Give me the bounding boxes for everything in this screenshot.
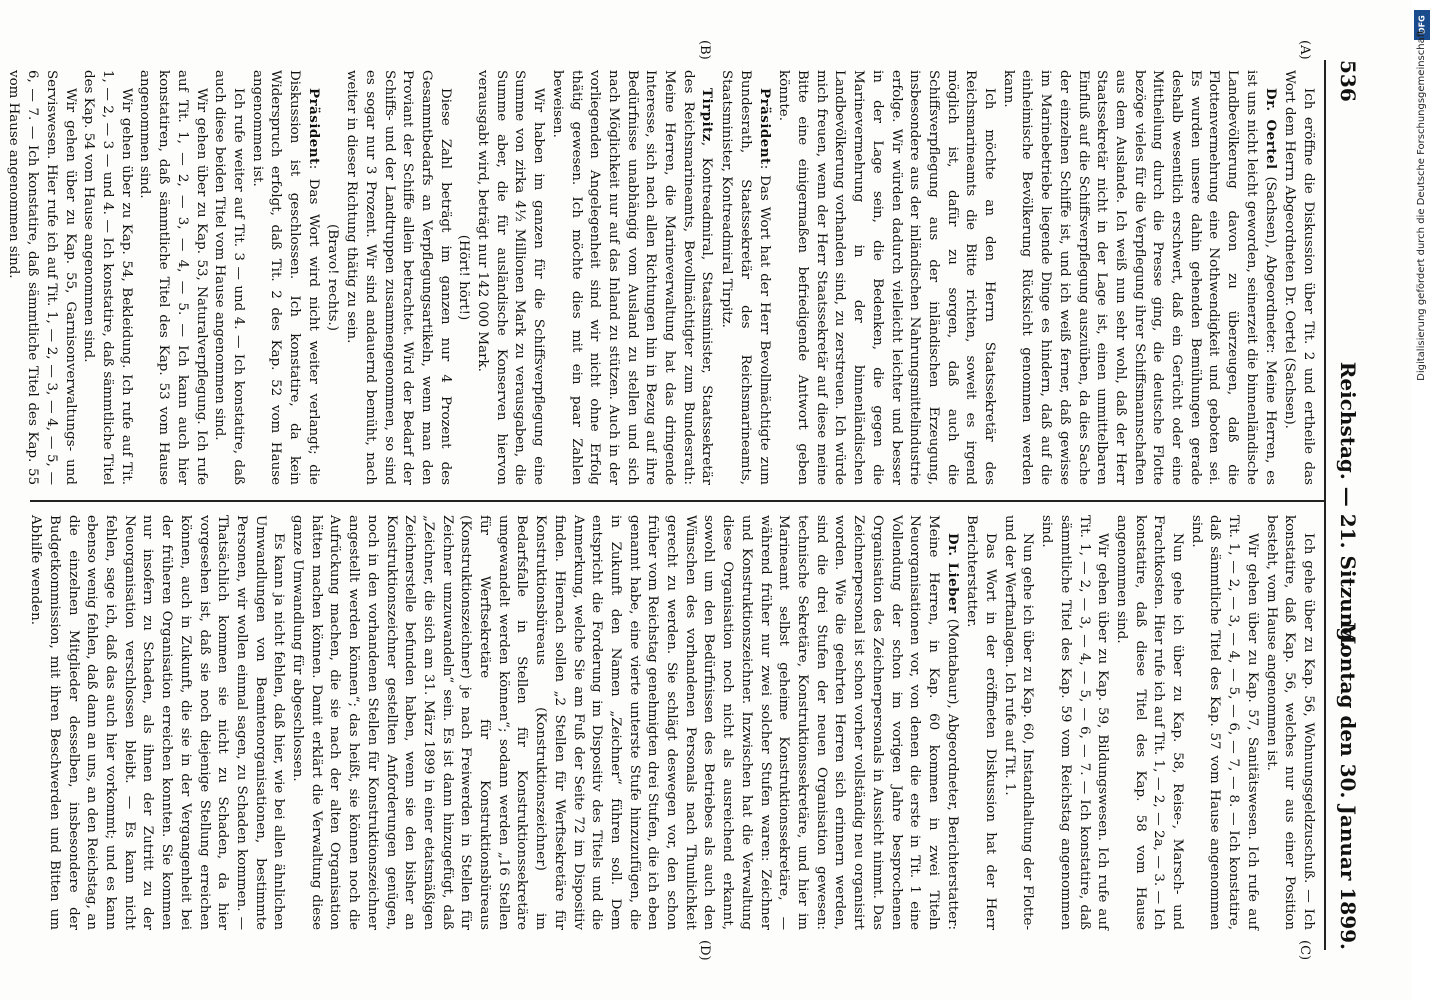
paragraph: Ich eröffne die Diskussion über Tit. 2 und ertheile das Wort dem Herrn Abgeordneten Dr. Oertel (Sachsen). <box>1282 70 1316 485</box>
paragraph: Nun gehe ich über zu Kap. 60, Instandhaltung der Flotte- und der Werftanlagen. Ich rufe auf Tit. 1. <box>1001 515 1036 930</box>
paragraph: Wir haben im ganzen für die Schiffsverpflegung eine Summe von zirka 4½ Millionen Mark zu verausgaben, die Summe aber, die für ausländische Konserven hiervon verausgabt wird, beträgt nur 142 000 Mark. <box>475 70 547 485</box>
session-date: Montag den 30. Januar 1899. <box>1336 622 1360 950</box>
margin-marker-b: (B) <box>697 40 712 60</box>
digitization-credit <box>1412 10 1434 990</box>
header-rule <box>1324 60 1326 950</box>
paragraph: Dr. Lieber (Montabaur), Abgeordneter, Berichterstatter: Meine Herren, in Kap. 60 kommen in zwei Titeln Neuorganisationen vor, von denen die erste in Tit. 1 eine Vollendung der schon im vorigen Jahre besprochenen Organisation des Zeichnerpersonals in Aussicht nimmt. Das Zeichnerpersonal ist schon vorher vollständig neu organisirt worden. Wie die geehrten Herren sich erinnern werden, sind die drei Stufen der neuen Organisation gewesen: technische Sekretäre, Konstruktionssekretäre, und hier im Marineamt selbst geheime Konstruktionssekretäre, — während früher nur zwei solcher Stufen waren: Zeichner und Konstruktionszeichner. Inzwischen hat die Verwaltung diese Organisation noch nicht als ausreichend erkannt, sowohl um den Bedürfnissen des Betriebes als auch den Wünschen des vorhandenen Personals nach Thunlichkeit gerecht zu werden. Sie schlägt deswegen vor, den schon früher vom Reichstag genehmigten drei Stufen, die ich eben genannt habe, eine vierte unterste Stufe hinzuzufügen, die in Zukunft den Namen „Zeichner“ führen soll. Dem entspricht die Forderung im Dispositiv des Titels und die Anmerkung, welche Sie am Fuß der Seite 72 im Dispositiv finden. Hiernach sollen „2 Stellen für Werftsekretäre für Konstruktionsbüreaus (Konstruktionszeichner) im Bedarfsfalle in Stellen für Konstruktionssekretäre umgewandelt werden können“; sodann werden „16 Stellen für Werftsekretäre für Konstruktionsbüreaus (Konstruktionszeichner) je nach Freiwerden in Stellen für Zeichner umzuwandeln“ sein. Es ist dann hinzugefügt, daß „Zeichner, die sich am 31. März 1899 in einer etatsmäßigen Zeichnerstelle befunden haben, wenn sie den bisher an Konstruktionszeichner gestellten Anforderungen genügen, noch in den vorhandenen Stellen für Konstruktionszeichner angestellt werden können“; das heißt, sie können noch die Aufrückung machen, die sie nach der alten Organisation hätten machen können. Damit erklärt die Verwaltung diese ganze Umwandlung für abgeschlossen. <box>290 515 961 930</box>
page-number: 536 <box>1336 60 1360 102</box>
interjection: (Bravo! rechts.) <box>325 224 341 331</box>
paragraph: Nun gehe ich über zu Kap. 58, Reise-, Marsch- und Frachtkosten. Hier rufe ich auf Tit. 1, — 2, — 2a, — 3. — Ich konstatire, daß diese Titel des Kap. 58 vom Hause angenommen sind. <box>1113 515 1186 930</box>
margin-marker-c: (C) <box>1297 940 1312 961</box>
dfg-logo: DFG <box>1414 10 1430 40</box>
paragraph: Wir gehen über zu Kap. 55, Garnisonverwaltungs- und Serviswesen. Hier rufe ich auf Tit. 1, — 2, — 3, — 4, — 5, — 6, — 7. — Ich konstatire, daß sämmtliche Titel des Kap. 55 vom Hause angenommen sind. <box>6 70 78 485</box>
paragraph: Tirpitz, Kontreadmiral, Staatsminister, Staatssekretär des Reichsmarineamts, Bevollmächtigter zum Bundesrath: Meine Herren, die Marineverwaltung hat das dringende Interesse, sich nach allen Richtungen hin in Bezug auf ihre Bedürfnisse unabhängig vom Ausland zu stellen und sich nach Möglichkeit nur auf das Inland zu stützen. Auch in der vorliegenden Angelegenheit sind wir nicht ohne Erfolg thätig gewesen. Ich möchte dies mit ein paar Zahlen beweisen. <box>549 70 716 485</box>
paragraph: Präsident: Das Wort wird nicht weiter verlangt; die Diskussion ist geschlossen. Ich konstatire, da kein Widerspruch erfolgt, daß Tit. 2 des Kap. 52 vom Hause angenommen ist. <box>249 70 322 485</box>
margin-marker-d: (D) <box>697 940 712 961</box>
speaker-name: Dr. Lieber <box>944 533 961 614</box>
paragraph: Wir gehen über zu Kap. 53, Naturalverpflegung. Ich rufe auf Tit. 1, — 2, — 3, — 4, — 5. — Ich kann auch hier konstatiren, daß sämmtliche Titel des Kap. 53 vom Hause angenommen sind. <box>137 70 209 485</box>
credit-text: Digitalisierung gefördert durch die Deutsche Forschungsgemeinschaft <box>1416 30 1427 381</box>
speaker-name: Präsident <box>756 88 773 165</box>
session-title: Reichstag. — 21. Sitzung. <box>1336 361 1360 649</box>
running-head <box>1324 60 1360 950</box>
paragraph: Diese Zahl beträgt im ganzen nur 4 Prozent des Gesammtbedarfs an Verpflegungsartikeln, wenn man den Proviant der Schiffe allein betrachtet. Wird der Bedarf der Schiffs- und der Landtruppen zusammengenommen, so sind es sogar nur 3 Prozent. Wir sind andauernd bemüht, nach weiter in dieser Richtung thätig zu sein. <box>344 70 453 485</box>
right-column <box>30 515 1317 930</box>
interjection: (Hört! hört!) <box>456 234 472 321</box>
margin-marker-a: (A) <box>1297 40 1312 60</box>
speaker-name: Präsident <box>305 88 322 165</box>
speaker-name: Tirpitz <box>699 88 716 142</box>
paragraph: Es kann ja nicht fehlen, daß hier, wie bei allen ähnlichen Umwandlungen von Beamtenorganisationen, bestimmte Personen, wir wollen einmal sagen, zu Schaden kommen. — Thatsächlich kommen sie nicht zu Schaden, da hier vorgesehen ist, daß sie noch diejenige Stellung erreichen können, auch in Zukunft, die sie in der Vergangenheit bei der früheren Organisation erreichen konnten. Sie kommen nur insofern zu Schaden, als ihnen der Zutritt zu der Neuorganisation verschlossen bleibt. — Es kann nicht fehlen, sage ich, daß das auch hier vorkommt; und es kann ebenso wenig fehlen, daß dann an uns, an den Reichstag, an die einzelnen Mitglieder desselben, insbesondere der Budgetkommission, mit ihren Beschwerden und Bitten um Abhilfe wenden. <box>28 515 287 930</box>
paragraph: Ich gehe über zu Kap. 56, Wohnungsgeldzuschuß. — Ich konstatire, daß Kap. 56, welches nur aus einer Position besteht, vom Hause angenommen ist. <box>1263 515 1316 930</box>
paragraph: Wir gehen über zu Kap. 54, Bekleidung. Ich rufe auf Tit. 1, — 2, — 3 — und 4. — Ich konstatire, daß sämmtliche Titel des Kap. 54 vom Hause angenommen sind. <box>81 70 134 485</box>
paragraph: Präsident: Das Wort hat der Herr Bevollmächtigte zum Bundesrath, Staatssekretär des Reichsmarineamts, Staatsminister, Kontreadmiral Tirpitz. <box>719 70 773 485</box>
paragraph: Dr. Oertel (Sachsen), Abgeordneter: Meine Herren, es ist uns nicht leicht geworden, seinerzeit die binnenländische Landbevölkerung davon zu überzeugen, daß die Flottenvermehrung eine Nothwendigkeit und geboten sei. Es wurden unsere dahin gehenden Bemühungen gerade deshalb wesentlich erschwert, daß ein Gerücht oder eine Mittheilung durch die Presse ging, die deutsche Flotte bezöge vieles für die Verpflegung ihrer Schiffsmannschaften aus dem Auslande. Ich weiß nun sehr wohl, daß der Herr Staatssekretär nicht in der Lage ist, einen unmittelbaren Einfluß auf die Schiffsverpflegung auszuüben, da dies Sache der einzelnen Schiffe ist, und ich weiß ferner, daß gewisse im Marinebetriebe liegende Dinge es hindern, daß auf die einheimische Bevölkerung Rücksicht genommen werden kann. <box>1000 70 1279 485</box>
paragraph: Ich möchte an den Herrn Staatssekretär des Reichsmarineamts die Bitte richten, soweit es irgend möglich ist, dafür zu sorgen, daß auch die Schiffsverpflegung aus der inländischen Erzeugung, insbesondere aus der inländischen Nahrungsmittelindustrie erfolge. Wir würden dadurch vielleicht leichter und besser in der Lage sein, die Bedenken, die gegen die Marinevermehrung in der binnenländischen Landbevölkerung vorhanden sind, zu zerstreuen. Ich würde mich freuen, wenn der Herr Staatssekretär auf diese meine Bitte eine einigermaßen befriedigende Antwort geben könnte. <box>776 70 998 485</box>
paragraph: Ich rufe weiter auf Tit. 3 — und 4. — Ich konstatire, daß auch diese beiden Titel vom Hause angenommen sind. <box>212 70 246 485</box>
left-column <box>6 70 1317 485</box>
paragraph: Wir gehen über zu Kap. 59, Bildungswesen. Ich rufe auf Tit. 1, — 2, — 3, — 4, — 5, — 6, — 7. — Ich konstatire, daß sämmtliche Titel des Kap. 59 vom Reichstag angenommen sind. <box>1039 515 1111 930</box>
speaker-name: Dr. Oertel <box>1262 88 1279 170</box>
column-divider <box>30 500 1324 502</box>
paragraph: Das Wort in der eröffneten Diskussion hat der Herr Berichterstatter. <box>964 515 999 930</box>
paragraph: Wir gehen über zu Kap. 57, Sanitätswesen. Ich rufe auf Tit. 1, — 2, — 3, — 4, — 5, — 6, — 7, — 8. — Ich konstatire, daß sämmtliche Titel des Kap. 57 vom Hause angenommen sind. <box>1188 515 1260 930</box>
